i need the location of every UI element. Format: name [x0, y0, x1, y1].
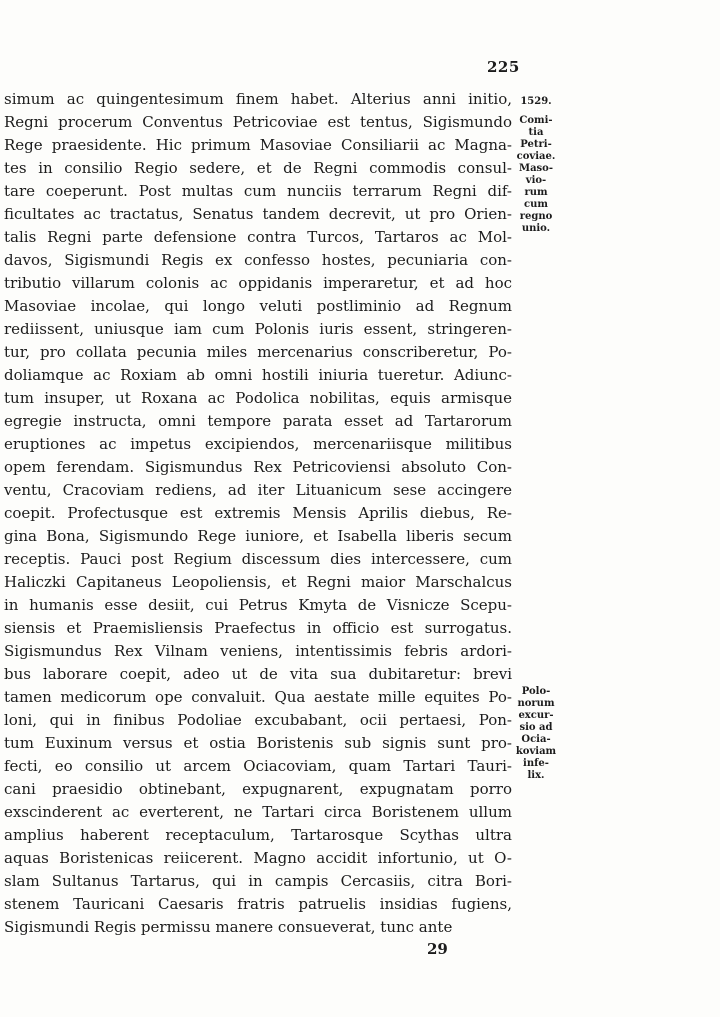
text-line: doliamque ac Roxiam ab omni hostili iniuria tueretur. Adiunc-: [4, 366, 512, 384]
text-line: eruptiones ac impetus excipiendos, mercenariisque militibus: [4, 435, 512, 453]
text-line: Sigismundi Regis permissu manere consueverat, tunc ante: [4, 918, 453, 936]
text-line: siensis et Praemisliensis Praefectus in officio est surrogatus.: [4, 619, 512, 637]
text-line: egregie instructa, omni tempore parata esset ad Tartarorum: [4, 412, 512, 430]
text-line: Regni procerum Conventus Petricoviae est tentus, Sigismundo: [4, 113, 512, 131]
margin-note-line: Comi-: [519, 115, 553, 126]
margin-note-line: Polo-: [521, 686, 551, 697]
margin-note-line: vio-: [525, 175, 547, 186]
page-number: 225: [487, 58, 520, 76]
text-line: in humanis esse desiit, cui Petrus Kmyta de Visnicze Scepu-: [4, 596, 512, 614]
margin-note-line: lix.: [527, 770, 545, 781]
text-line: tes in consilio Regio sedere, et de Regni commodis consul-: [4, 159, 512, 177]
margin-note-line: rum: [524, 187, 548, 198]
margin-note-line: koviam: [515, 746, 557, 757]
text-line: exscinderent ac everterent, ne Tartari circa Boristenem ullum: [4, 803, 512, 821]
text-line: Masoviae incolae, qui longo veluti postliminio ad Regnum: [4, 297, 512, 315]
margin-note-year: [513, 96, 559, 108]
text-line: loni, qui in finibus Podoliae excubabant, ocii pertaesi, Pon-: [4, 711, 512, 729]
margin-note-line: Ocia-: [521, 734, 551, 745]
text-line: gina Bona, Sigismundo Rege iuniore, et Isabella liberis secum: [4, 527, 512, 545]
text-line: fecti, eo consilio ut arcem Ociacoviam, quam Tartari Tauri-: [4, 757, 512, 775]
margin-note-line: regno: [519, 211, 553, 222]
margin-note-line: sio ad: [519, 722, 553, 733]
text-line: coepit. Profectusque est extremis Mensis Aprilis diebus, Re-: [4, 504, 512, 522]
text-line: tum insuper, ut Roxana ac Podolica nobilitas, equis armisque: [4, 389, 512, 407]
text-line: rediissent, uniusque iam cum Polonis iuris essent, stringeren-: [4, 320, 512, 338]
text-line: tributio villarum colonis ac oppidanis imperaretur, et ad hoc: [4, 274, 512, 292]
text-line: simum ac quingentesimum finem habet. Alterius anni initio,: [4, 90, 512, 108]
margin-note-comitia: [513, 115, 559, 235]
text-line: Rege praesidente. Hic primum Masoviae Consiliarii ac Magna-: [4, 136, 512, 154]
margin-note-line: unio.: [521, 223, 551, 234]
margin-note-line: Petri-: [520, 139, 552, 150]
text-line: aquas Boristenicas reiicerent. Magno accidit infortunio, ut O-: [4, 849, 512, 867]
text-line: tare coeperunt. Post multas cum nunciis terrarum Regni dif-: [4, 182, 512, 200]
text-line: bus laborare coepit, adeo ut de vita sua dubitaretur: brevi: [4, 665, 512, 683]
margin-note-line: tia: [528, 127, 544, 138]
margin-note-line: coviae.: [516, 151, 556, 162]
text-line: tum Euxinum versus et ostia Boristenis sub signis sunt pro-: [4, 734, 512, 752]
text-line: receptis. Pauci post Regium discessum dies intercessere, cum: [4, 550, 512, 568]
text-line: amplius haberent receptaculum, Tartarosque Scythas ultra: [4, 826, 512, 844]
text-line: stenem Tauricani Caesaris fratris patruelis insidias fugiens,: [4, 895, 512, 913]
margin-note-line: cum: [524, 199, 548, 210]
text-line: davos, Sigismundi Regis ex confesso hostes, pecuniaria con-: [4, 251, 512, 269]
margin-year: 1529.: [520, 96, 552, 107]
signature-mark: 29: [427, 940, 448, 958]
text-line: cani praesidio obtinebant, expugnarent, expugnatam porro: [4, 780, 512, 798]
text-line: opem ferendam. Sigismundus Rex Petricoviensi absoluto Con-: [4, 458, 512, 476]
text-line: talis Regni parte defensione contra Turcos, Tartaros ac Mol-: [4, 228, 512, 246]
body-text: [4, 88, 512, 939]
text-line: ventu, Cracoviam rediens, ad iter Lituanicum sese accingere: [4, 481, 512, 499]
margin-note-line: norum: [517, 698, 555, 709]
text-line: slam Sultanus Tartarus, qui in campis Cercasiis, citra Bori-: [4, 872, 512, 890]
text-line: ficultates ac tractatus, Senatus tandem decrevit, ut pro Orien-: [4, 205, 512, 223]
text-line: tur, pro collata pecunia miles mercenarius conscriberetur, Po-: [4, 343, 512, 361]
text-line: tamen medicorum ope convaluit. Qua aestate mille equites Po-: [4, 688, 512, 706]
text-line: Sigismundus Rex Vilnam veniens, intentissimis febris ardori-: [4, 642, 512, 660]
margin-note-line: infe-: [523, 758, 549, 769]
margin-note-excursio: [513, 686, 559, 782]
margin-note-line: excur-: [518, 710, 554, 721]
text-line: Haliczki Capitaneus Leopoliensis, et Regni maior Marschalcus: [4, 573, 512, 591]
margin-note-line: Maso-: [519, 163, 553, 174]
